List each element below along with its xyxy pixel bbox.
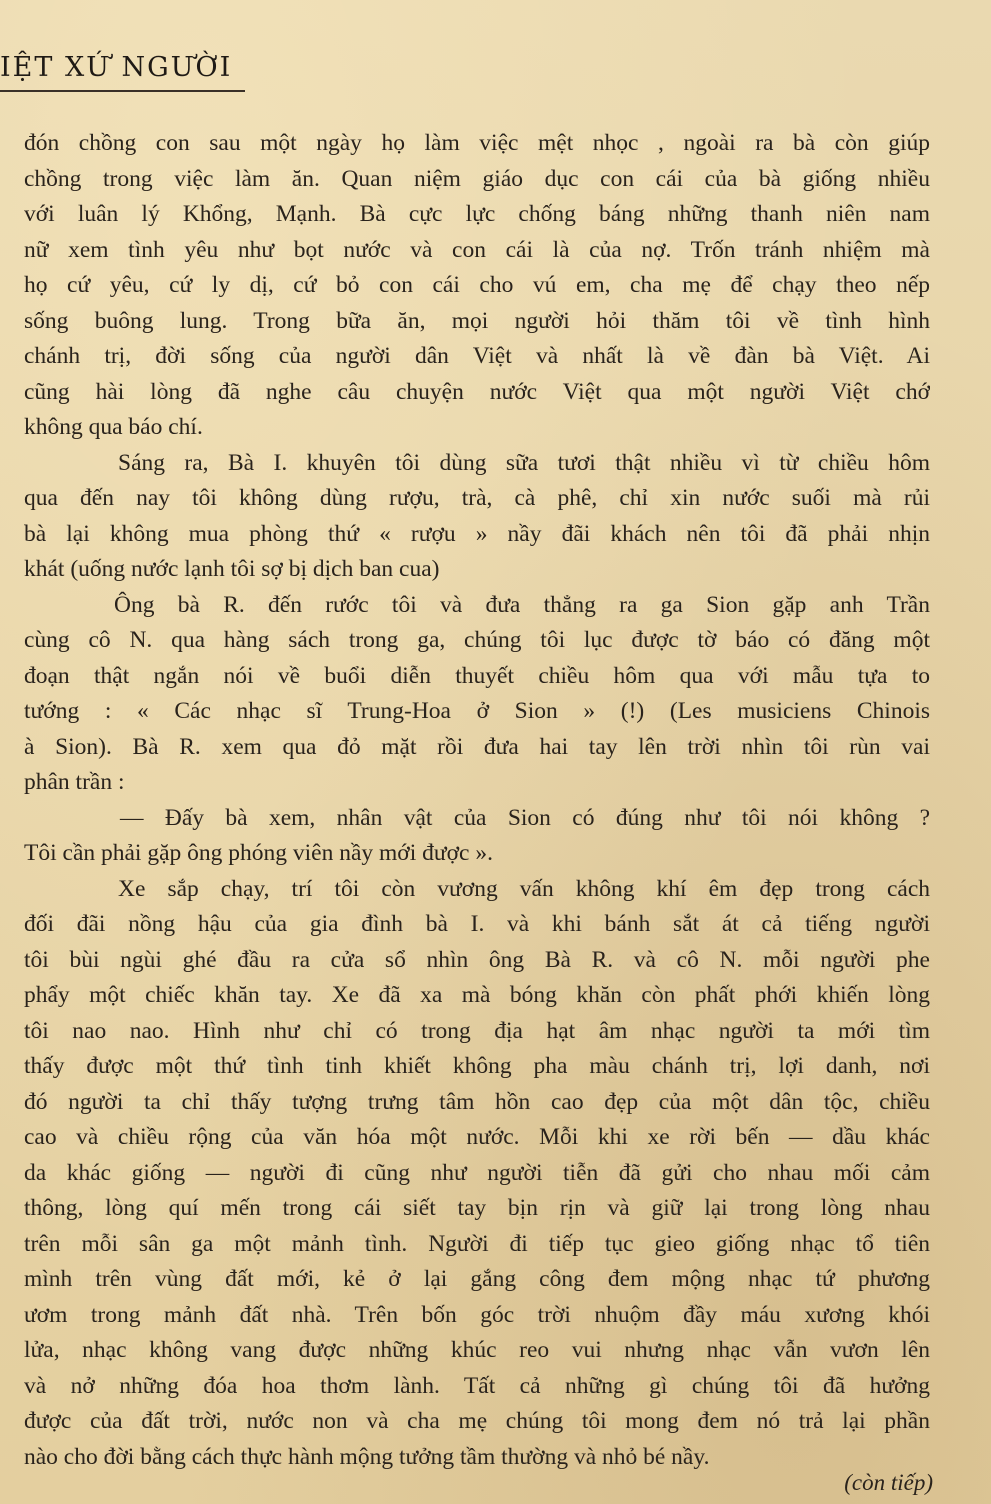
text-line: nữ xem tình yêu như bọt nước và con cái là của nợ. Trốn tránh nhiệm mà — [24, 236, 930, 263]
text-line: sống buông lung. Trong bữa ăn, mọi người hỏi thăm tôi về tình hình — [24, 307, 930, 334]
text-line: bà lại không mua phòng thứ « rượu » nầy đãi khách nên tôi đã phải nhịn — [24, 520, 930, 547]
text-line: — Đấy bà xem, nhân vật của Sion có đúng như tôi nói không ? — [120, 804, 930, 831]
text-line: phẩy một chiếc khăn tay. Xe đã xa mà bóng khăn còn phất phới khiến lòng — [24, 982, 930, 1008]
text-line: à Sion). Bà R. xem qua đỏ mặt rồi đưa hai tay lên trời nhìn tôi rùn vai — [24, 733, 930, 760]
text-line: thông, lòng quí mến trong cái siết tay bịn rịn và giữ lại trong lòng nhau — [24, 1195, 930, 1221]
text-line: đoạn thật ngắn nói về buổi diễn thuyết chiều hôm qua với mẫu tựa to — [24, 662, 930, 689]
text-line: đối đãi nồng hậu của gia đình bà I. và khi bánh sắt át cả tiếng người — [24, 911, 930, 937]
paragraph — [24, 801, 930, 872]
text-line: Tôi cần phải gặp ông phóng viên nầy mới được ». — [24, 840, 493, 866]
text-line: Xe sắp chạy, trí tôi còn vương vấn không khí êm đẹp trong cách — [118, 875, 930, 902]
text-line: phân trần : — [24, 769, 125, 795]
text-line: tôi bùi ngùi ghé đầu ra cửa sổ nhìn ông Bà R. và cô N. mỗi người phe — [24, 946, 930, 973]
text-line: cùng cô N. qua hàng sách trong ga, chúng tôi lục được tờ báo có đăng một — [24, 627, 930, 653]
text-line: lửa, nhạc không vang được những khúc reo vui nhưng nhạc vẫn vươn lên — [24, 1337, 930, 1363]
text-line: họ cứ yêu, cứ ly dị, cứ bỏ con cái cho vú em, cha mẹ để chạy theo nếp — [24, 272, 930, 298]
text-line: tướng : « Các nhạc sĩ Trung-Hoa ở Sion » (!) (Les musiciens Chinois — [24, 698, 930, 724]
text-line: khát (uống nước lạnh tôi sợ bị dịch ban cua) — [24, 556, 440, 582]
text-line: cũng hài lòng đã nghe câu chuyện nước Việt qua một người Việt chớ — [24, 378, 930, 405]
continued-note: (còn tiếp) — [844, 1470, 933, 1495]
paragraph — [24, 126, 930, 446]
text-line: và nở những đóa hoa thơm lành. Tất cả những gì chúng tôi đã hưởng — [24, 1372, 930, 1399]
text-line: Sáng ra, Bà I. khuyên tôi dùng sữa tươi thật nhiều vì từ chiều hôm — [118, 449, 930, 476]
text-line: được của đất trời, nước non và cha mẹ chúng tôi mong đem nó trả lại phần — [24, 1408, 930, 1434]
text-line: tôi nao nao. Hình như chỉ có trong địa hạt âm nhạc người ta mới tìm — [24, 1017, 930, 1044]
text-line: với luân lý Khổng, Mạnh. Bà cực lực chống báng những thanh niên nam — [24, 201, 930, 227]
text-line: Ông bà R. đến rước tôi và đưa thẳng ra ga Sion gặp anh Trần — [114, 591, 930, 618]
text-line: nào cho đời bằng cách thực hành mộng tưởng tầm thường và nhỏ bé nầy. — [24, 1443, 710, 1470]
text-line: mình trên vùng đất mới, kẻ ở lại gắng công đem mộng nhạc tứ phương — [24, 1266, 930, 1292]
text-line: không qua báo chí. — [24, 414, 203, 440]
text-line: đón chồng con sau một ngày họ làm việc mệt nhọc , ngoài ra bà còn giúp — [24, 130, 930, 156]
header-rule — [0, 90, 245, 92]
paragraph — [24, 446, 930, 588]
text-line: ươm trong mảnh đất nhà. Trên bốn góc trời nhuộm đầy máu xương khói — [24, 1301, 930, 1328]
body-text — [24, 126, 930, 1475]
text-line: cao và chiều rộng của văn hóa một nước. Mỗi khi xe rời bến — dầu khác — [24, 1124, 930, 1150]
paragraph — [24, 872, 930, 1476]
text-line: chồng trong việc làm ăn. Quan niệm giáo dục con cái của bà giống nhiều — [24, 165, 930, 192]
text-line: chánh trị, đời sống của người dân Việt và nhất là về đàn bà Việt. Ai — [24, 343, 930, 369]
text-line: trên mỗi sân ga một mảnh tình. Người đi tiếp tục gieo giống nhạc tổ tiên — [24, 1230, 930, 1257]
running-title: IỆT XỨ NGƯỜI — [0, 52, 233, 83]
text-line: qua đến nay tôi không dùng rượu, trà, cà phê, chỉ xin nước suối mà rủi — [24, 485, 930, 511]
text-line: đó người ta chỉ thấy tượng trưng tâm hồn cao đẹp của một dân tộc, chiều — [24, 1088, 930, 1115]
text-line: da khác giống — người đi cũng như người tiễn đã gửi cho nhau mối cảm — [24, 1159, 930, 1186]
text-line: thấy được một thứ tình tinh khiết không pha màu chánh trị, lợi danh, nơi — [24, 1053, 930, 1079]
paragraph — [24, 588, 930, 801]
